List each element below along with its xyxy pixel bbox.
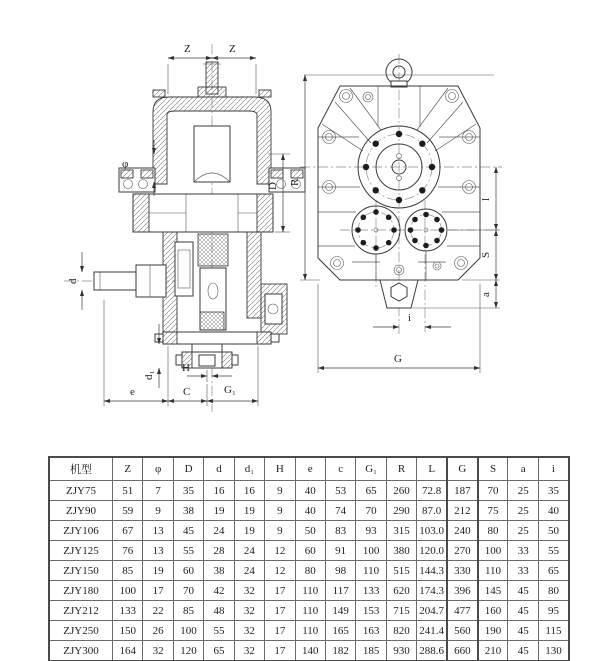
model-cell: ZJY90	[49, 501, 113, 521]
value-cell: 110	[478, 561, 508, 581]
table-row	[49, 481, 569, 501]
value-cell: 80	[295, 561, 325, 581]
value-cell: 42	[204, 581, 234, 601]
table-row	[49, 581, 569, 601]
model-cell: ZJY75	[49, 481, 113, 501]
value-cell: 144.3	[417, 561, 447, 581]
table-row	[49, 541, 569, 561]
value-cell: 65	[538, 561, 569, 581]
value-cell: 19	[143, 561, 173, 581]
value-cell: 85	[113, 561, 143, 581]
table-row	[49, 621, 569, 641]
header-row	[49, 457, 569, 481]
value-cell: 60	[173, 561, 203, 581]
value-cell: 25	[508, 481, 538, 501]
model-cell: ZJY212	[49, 601, 113, 621]
value-cell: 100	[478, 541, 508, 561]
model-cell: ZJY150	[49, 561, 113, 581]
value-cell: 7	[143, 481, 173, 501]
column-header: H	[265, 457, 295, 481]
value-cell: 80	[538, 581, 569, 601]
column-header: d	[204, 457, 234, 481]
dim-label-d: d	[67, 278, 79, 284]
value-cell: 51	[113, 481, 143, 501]
value-cell: 290	[386, 501, 416, 521]
dim-label-H: H	[182, 362, 190, 374]
value-cell: 40	[295, 501, 325, 521]
value-cell: 187	[447, 481, 477, 501]
value-cell: 100	[173, 621, 203, 641]
value-cell: 25	[508, 501, 538, 521]
value-cell: 930	[386, 641, 416, 661]
value-cell: 174.3	[417, 581, 447, 601]
value-cell: 17	[265, 641, 295, 661]
value-cell: 91	[325, 541, 355, 561]
value-cell: 315	[386, 521, 416, 541]
value-cell: 55	[173, 541, 203, 561]
value-cell: 40	[295, 481, 325, 501]
dim-label-z-left: Z	[184, 43, 191, 55]
spec-table	[48, 456, 570, 661]
value-cell: 16	[204, 481, 234, 501]
column-header: e	[295, 457, 325, 481]
value-cell: 190	[478, 621, 508, 641]
column-header: L	[417, 457, 447, 481]
value-cell: 110	[356, 561, 386, 581]
column-header: i	[538, 457, 569, 481]
value-cell: 515	[386, 561, 416, 581]
value-cell: 560	[447, 621, 477, 641]
column-header: S	[478, 457, 508, 481]
value-cell: 240	[447, 521, 477, 541]
value-cell: 32	[234, 581, 264, 601]
value-cell: 620	[386, 581, 416, 601]
spec-table-body	[49, 481, 569, 661]
value-cell: 145	[478, 581, 508, 601]
value-cell: 12	[265, 541, 295, 561]
value-cell: 32	[234, 601, 264, 621]
model-cell: ZJY106	[49, 521, 113, 541]
value-cell: 133	[113, 601, 143, 621]
value-cell: 9	[265, 481, 295, 501]
spec-table-header	[49, 457, 569, 481]
value-cell: 24	[234, 541, 264, 561]
value-cell: 133	[356, 581, 386, 601]
value-cell: 120.0	[417, 541, 447, 561]
value-cell: 17	[265, 581, 295, 601]
column-header: G₁	[356, 457, 386, 481]
dim-label-S: S	[480, 251, 492, 258]
value-cell: 17	[265, 621, 295, 641]
value-cell: 53	[325, 481, 355, 501]
left-section-view	[64, 43, 305, 412]
value-cell: 70	[356, 501, 386, 521]
dim-label-l: l	[480, 197, 492, 201]
value-cell: 110	[295, 601, 325, 621]
model-cell: ZJY250	[49, 621, 113, 641]
value-cell: 55	[204, 621, 234, 641]
value-cell: 212	[447, 501, 477, 521]
value-cell: 80	[478, 521, 508, 541]
value-cell: 48	[204, 601, 234, 621]
column-header: d₁	[234, 457, 264, 481]
table-row	[49, 601, 569, 621]
dim-label-a: a	[480, 292, 492, 297]
value-cell: 72.8	[417, 481, 447, 501]
value-cell: 24	[204, 521, 234, 541]
table-row	[49, 521, 569, 541]
value-cell: 165	[325, 621, 355, 641]
value-cell: 45	[508, 621, 538, 641]
dim-label-R: R	[289, 178, 301, 186]
value-cell: 33	[508, 561, 538, 581]
value-cell: 19	[204, 501, 234, 521]
value-cell: 17	[265, 601, 295, 621]
value-cell: 100	[113, 581, 143, 601]
value-cell: 140	[295, 641, 325, 661]
value-cell: 87.0	[417, 501, 447, 521]
value-cell: 160	[478, 601, 508, 621]
value-cell: 45	[508, 601, 538, 621]
dim-label-phi: φ	[122, 158, 129, 170]
dim-label-e: e	[130, 386, 135, 398]
value-cell: 45	[173, 521, 203, 541]
dim-label-G1: G₁	[224, 384, 236, 396]
value-cell: 60	[295, 541, 325, 561]
value-cell: 210	[478, 641, 508, 661]
value-cell: 40	[538, 501, 569, 521]
value-cell: 820	[386, 621, 416, 641]
value-cell: 396	[447, 581, 477, 601]
column-header: Z	[113, 457, 143, 481]
dim-label-i: i	[408, 312, 412, 324]
value-cell: 241.4	[417, 621, 447, 641]
value-cell: 17	[143, 581, 173, 601]
value-cell: 26	[143, 621, 173, 641]
value-cell: 32	[234, 641, 264, 661]
column-header: c	[325, 457, 355, 481]
dim-label-G: G	[394, 353, 402, 365]
value-cell: 59	[113, 501, 143, 521]
column-header: R	[386, 457, 416, 481]
value-cell: 115	[538, 621, 569, 641]
table-row	[49, 501, 569, 521]
value-cell: 288.6	[417, 641, 447, 661]
value-cell: 120	[173, 641, 203, 661]
value-cell: 32	[143, 641, 173, 661]
value-cell: 13	[143, 521, 173, 541]
value-cell: 715	[386, 601, 416, 621]
value-cell: 24	[234, 561, 264, 581]
value-cell: 110	[295, 621, 325, 641]
value-cell: 38	[204, 561, 234, 581]
value-cell: 38	[173, 501, 203, 521]
model-cell: ZJY300	[49, 641, 113, 661]
value-cell: 110	[295, 581, 325, 601]
value-cell: 185	[356, 641, 386, 661]
right-front-view	[289, 54, 502, 373]
value-cell: 260	[386, 481, 416, 501]
value-cell: 163	[356, 621, 386, 641]
value-cell: 32	[234, 621, 264, 641]
value-cell: 70	[173, 581, 203, 601]
value-cell: 16	[234, 481, 264, 501]
value-cell: 182	[325, 641, 355, 661]
value-cell: 150	[113, 621, 143, 641]
value-cell: 153	[356, 601, 386, 621]
dim-label-z-right: Z	[229, 43, 236, 55]
value-cell: 76	[113, 541, 143, 561]
column-header: D	[173, 457, 203, 481]
column-header: G	[447, 457, 477, 481]
dim-label-C: C	[183, 386, 191, 398]
value-cell: 130	[538, 641, 569, 661]
value-cell: 477	[447, 601, 477, 621]
value-cell: 25	[508, 521, 538, 541]
value-cell: 45	[508, 641, 538, 661]
value-cell: 9	[143, 501, 173, 521]
value-cell: 103.0	[417, 521, 447, 541]
value-cell: 19	[234, 521, 264, 541]
value-cell: 12	[265, 561, 295, 581]
column-header: 机型	[49, 457, 113, 481]
value-cell: 98	[325, 561, 355, 581]
value-cell: 67	[113, 521, 143, 541]
value-cell: 35	[173, 481, 203, 501]
value-cell: 149	[325, 601, 355, 621]
value-cell: 75	[478, 501, 508, 521]
value-cell: 74	[325, 501, 355, 521]
model-cell: ZJY125	[49, 541, 113, 561]
value-cell: 19	[234, 501, 264, 521]
value-cell: 50	[295, 521, 325, 541]
table-row	[49, 641, 569, 661]
value-cell: 95	[538, 601, 569, 621]
value-cell: 55	[538, 541, 569, 561]
value-cell: 65	[204, 641, 234, 661]
value-cell: 50	[538, 521, 569, 541]
value-cell: 22	[143, 601, 173, 621]
value-cell: 65	[356, 481, 386, 501]
table-row	[49, 561, 569, 581]
value-cell: 85	[173, 601, 203, 621]
value-cell: 13	[143, 541, 173, 561]
column-header: a	[508, 457, 538, 481]
value-cell: 45	[508, 581, 538, 601]
value-cell: 35	[538, 481, 569, 501]
value-cell: 28	[204, 541, 234, 561]
value-cell: 93	[356, 521, 386, 541]
value-cell: 9	[265, 521, 295, 541]
dim-label-d1: d₁	[143, 370, 155, 380]
value-cell: 660	[447, 641, 477, 661]
value-cell: 380	[386, 541, 416, 561]
dim-label-D: D	[267, 182, 279, 190]
model-cell: ZJY180	[49, 581, 113, 601]
value-cell: 204.7	[417, 601, 447, 621]
column-header: φ	[143, 457, 173, 481]
value-cell: 117	[325, 581, 355, 601]
value-cell: 33	[508, 541, 538, 561]
value-cell: 270	[447, 541, 477, 561]
value-cell: 330	[447, 561, 477, 581]
value-cell: 70	[478, 481, 508, 501]
value-cell: 164	[113, 641, 143, 661]
value-cell: 83	[325, 521, 355, 541]
value-cell: 9	[265, 501, 295, 521]
value-cell: 100	[356, 541, 386, 561]
